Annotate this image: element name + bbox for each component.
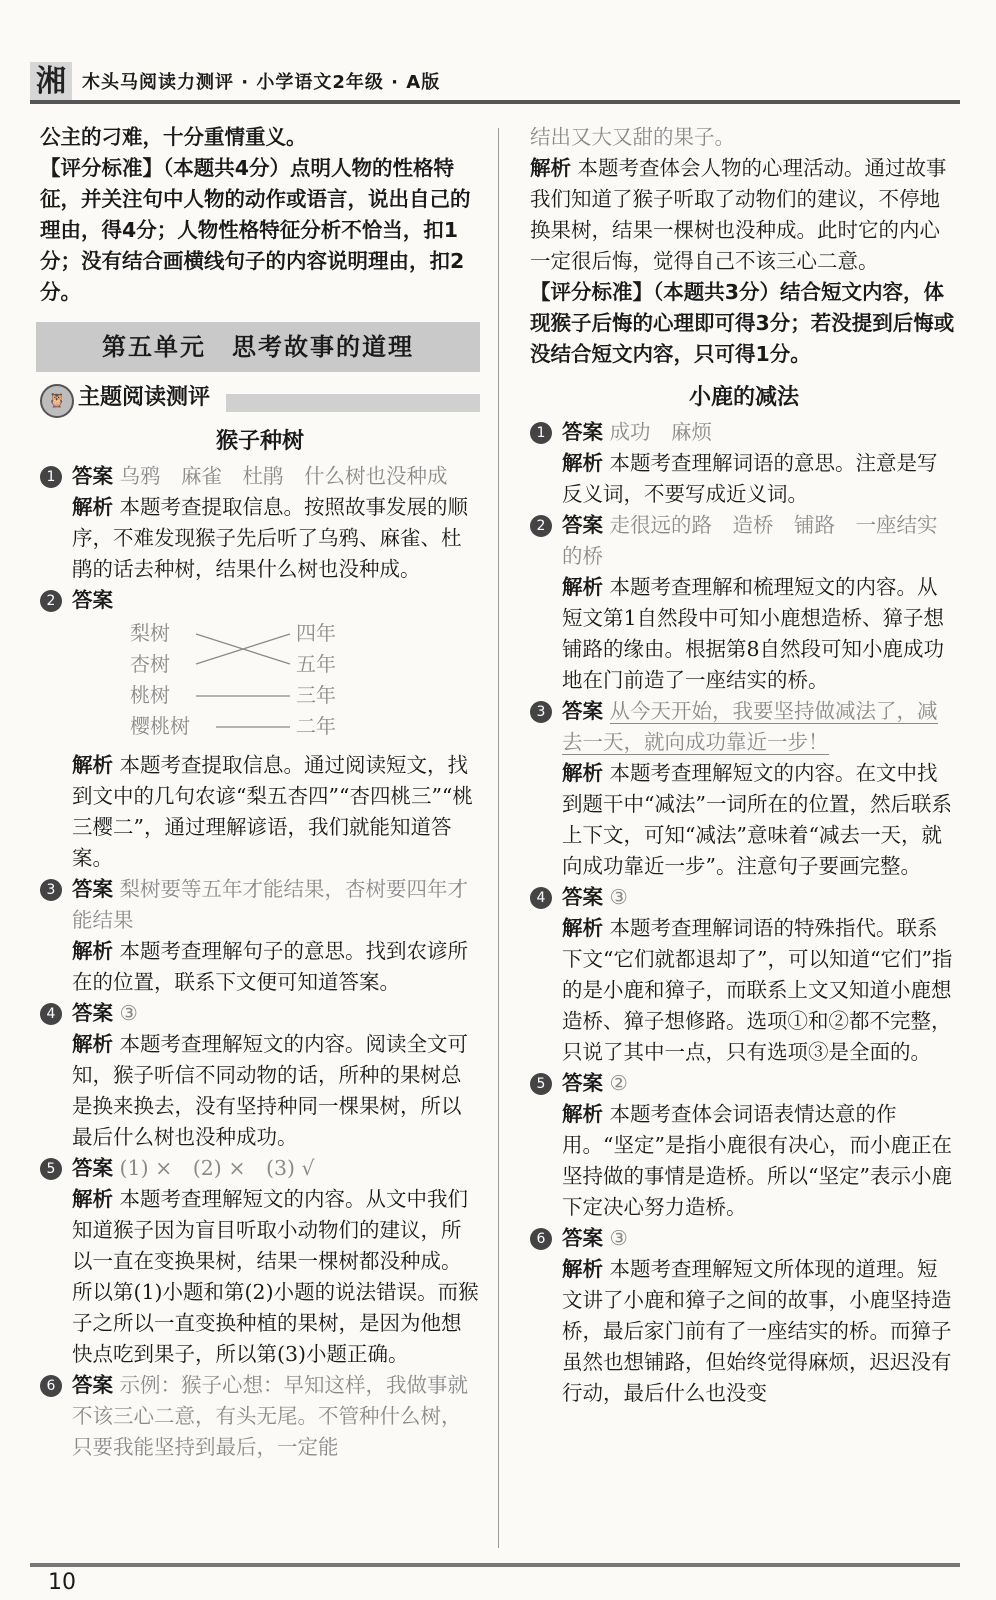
continued-line: 结出又大又甜的果子。 xyxy=(530,125,735,149)
left-column xyxy=(40,122,480,1463)
answer-text: 示例：猴子心想：早知这样，我做事就不该三心二意，有头无尾。不管种什么树，只要我能坚持到最后，一定能 xyxy=(72,1373,469,1459)
answer-text: 从今天开始，我要坚持做减法了，减去一天，就向成功靠近一步！ xyxy=(562,699,938,754)
match-right-item: 二年 xyxy=(296,714,336,738)
analysis-text: 本题考查理解短文的内容。阅读全文可知，猴子听信不同动物的话，所种的果树总是换来换去，没有坚持种同一棵果树，所以最后什么树也没种成功。 xyxy=(72,1032,469,1149)
owl-mascot-icon: 🦉 xyxy=(40,384,74,418)
rubric-text: 【评分标准】（本题共4分）点明人物的性格特征，并关注句中人物的动作或语言，说出自己的理由，得4分；人物性格特征分析不恰当，扣1分；没有结合画横线句子的内容说明理由，扣2分。 xyxy=(40,156,471,304)
question-item xyxy=(40,461,480,585)
analysis-text: 本题考查提取信息。通过阅读短文，找到文中的几句农谚“梨五杏四”“杏四桃三”“桃三樱二”，通过理解谚语，我们就能知道答案。 xyxy=(72,753,473,870)
answer-label: 答案 xyxy=(562,699,603,723)
question-number: 5 xyxy=(530,1073,552,1095)
question-item xyxy=(40,998,480,1153)
match-left-item: 樱桃树 xyxy=(130,714,190,738)
analysis-label: 解析 xyxy=(72,1032,113,1056)
question-number: 6 xyxy=(40,1375,62,1397)
analysis-label: 解析 xyxy=(72,495,113,519)
analysis-label: 解析 xyxy=(530,156,571,180)
question-number: 4 xyxy=(40,1003,62,1025)
page-number: 10 xyxy=(48,1570,76,1595)
analysis-text: 本题考查理解词语的特殊指代。联系下文“它们就都退却了”，可以知道“它们”指的是小鹿和獐子，而联系上文又知道小鹿想造桥、獐子想修路。选项①和②都不完整，只说了其中一点，只有选项③是全面的。 xyxy=(562,916,953,1064)
answer-text: ③ xyxy=(609,1226,628,1250)
match-left-item: 杏树 xyxy=(130,652,170,676)
story-title: 小鹿的减法 xyxy=(688,385,799,410)
answer-text: ③ xyxy=(609,885,628,909)
answer-label: 答案 xyxy=(72,588,113,612)
answer-label: 答案 xyxy=(72,877,113,901)
column-divider xyxy=(498,128,499,1548)
page-header xyxy=(30,62,960,102)
question-item xyxy=(40,1153,480,1370)
answer-label: 答案 xyxy=(562,1071,603,1095)
story-title: 猴子种树 xyxy=(215,429,304,454)
analysis-label: 解析 xyxy=(562,1102,603,1126)
analysis-label: 解析 xyxy=(72,1187,113,1211)
question-item xyxy=(530,1068,958,1223)
analysis-text: 本题考查体会人物的心理活动。通过故事我们知道了猴子听取了动物们的建议，不停地换果树，结果一棵树也没种成。此时它的内心一定很后悔，觉得自己不该三心二意。 xyxy=(530,156,947,273)
analysis-label: 解析 xyxy=(562,575,603,599)
answer-label: 答案 xyxy=(562,885,603,909)
question-number: 3 xyxy=(40,879,62,901)
question-number: 2 xyxy=(40,590,62,612)
answer-label: 答案 xyxy=(72,1373,113,1397)
section-title-bar xyxy=(226,394,480,412)
question-number: 1 xyxy=(40,466,62,488)
answer-label: 答案 xyxy=(562,513,603,537)
match-right-item: 三年 xyxy=(296,683,336,707)
matching-diagram xyxy=(72,618,372,742)
question-item xyxy=(40,1370,480,1463)
match-right-item: 四年 xyxy=(296,621,336,645)
answer-label: 答案 xyxy=(72,1156,113,1180)
answer-text: ② xyxy=(609,1071,628,1095)
question-number: 1 xyxy=(530,422,552,444)
answer-label: 答案 xyxy=(562,420,603,444)
answer-label: 答案 xyxy=(72,1001,113,1025)
answer-text: 乌鸦 麻雀 杜鹃 什么树也没种成 xyxy=(119,464,448,488)
analysis-label: 解析 xyxy=(562,1257,603,1281)
match-left-item: 桃树 xyxy=(130,683,170,707)
analysis-label: 解析 xyxy=(562,761,603,785)
match-right-item: 五年 xyxy=(296,652,336,676)
question-item xyxy=(530,1223,958,1409)
question-number: 2 xyxy=(530,515,552,537)
question-item xyxy=(530,417,958,510)
analysis-text: 本题考查理解短文的内容。在文中找到题干中“减法”一词所在的位置，然后联系上下文，可知“减法”意味着“减去一天，就向成功靠近一步”。注意句子要画完整。 xyxy=(562,761,952,878)
analysis-text: 本题考查提取信息。按照故事发展的顺序，不难发现猴子先后听了乌鸦、麻雀、杜鹃的话去种树，结果什么树也没种成。 xyxy=(72,495,469,581)
analysis-text: 本题考查理解和梳理短文的内容。从短文第1自然段中可知小鹿想造桥、獐子想铺路的缘由。根据第8自然段可知小鹿成功地在门前造了一座结实的桥。 xyxy=(562,575,945,692)
series-logo-mark: 湘 xyxy=(30,62,72,102)
question-item xyxy=(530,696,958,882)
analysis-label: 解析 xyxy=(72,753,113,777)
analysis-text: 本题考查理解短文的内容。从文中我们知道猴子因为盲目听取小动物们的建议，所以一直在变换果树，结果一棵树都没种成。所以第(1)小题和第(2)小题的说法错误。而猴子之所以一直变换种植的果树，是因为他想快点吃到果子，所以第(3)小题正确。 xyxy=(72,1187,479,1366)
continued-line: 公主的刁难，十分重情重义。 xyxy=(40,125,307,149)
question-number: 3 xyxy=(530,701,552,723)
answer-label: 答案 xyxy=(562,1226,603,1250)
analysis-text: 本题考查理解短文所体现的道理。短文讲了小鹿和獐子之间的故事，小鹿坚持造桥，最后家门前有了一座结实的桥。而獐子虽然也想铺路，但始终觉得麻烦，迟迟没有行动，最后什么也没变 xyxy=(562,1257,952,1405)
answer-text: (1) × (2) × (3) √ xyxy=(119,1156,315,1180)
right-column xyxy=(530,122,958,1409)
analysis-text: 本题考查理解词语的意思。注意是写反义词，不要写成近义词。 xyxy=(562,451,938,506)
question-item xyxy=(40,585,480,616)
section-header xyxy=(40,380,480,422)
answer-text: 成功 麻烦 xyxy=(609,420,713,444)
analysis-label: 解析 xyxy=(562,451,603,475)
book-title: 木头马阅读力测评 · 小学语文2年级 · A版 xyxy=(82,72,441,93)
analysis-text: 本题考查体会词语表情达意的作用。“坚定”是指小鹿很有决心，而小鹿正在坚持做的事情是造桥。所以“坚定”表示小鹿下定决心努力造桥。 xyxy=(562,1102,952,1219)
unit-title-banner: 第五单元 思考故事的道理 xyxy=(36,322,480,372)
question-item xyxy=(530,882,958,1068)
match-left-item: 梨树 xyxy=(130,621,170,645)
section-title: 主题阅读测评 xyxy=(78,385,211,410)
answer-label: 答案 xyxy=(72,464,113,488)
question-number: 4 xyxy=(530,887,552,909)
question-item xyxy=(40,874,480,998)
analysis-label: 解析 xyxy=(562,916,603,940)
question-number: 5 xyxy=(40,1158,62,1180)
analysis-label: 解析 xyxy=(72,939,113,963)
question-item xyxy=(530,510,958,696)
header-rule xyxy=(30,100,960,104)
footer-rule xyxy=(30,1563,960,1567)
analysis-text: 本题考查理解句子的意思。找到农谚所在的位置，联系下文便可知道答案。 xyxy=(72,939,469,994)
rubric-text: 【评分标准】（本题共3分）结合短文内容，体现猴子后悔的心理即可得3分；若没提到后悔或没结合短文内容，只可得1分。 xyxy=(530,280,955,366)
question-number: 6 xyxy=(530,1228,552,1250)
answer-text: 走很远的路 造桥 铺路 一座结实的桥 xyxy=(562,513,938,568)
answer-text: 梨树要等五年才能结果，杏树要四年才能结果 xyxy=(72,877,469,932)
answer-text: ③ xyxy=(119,1001,138,1025)
